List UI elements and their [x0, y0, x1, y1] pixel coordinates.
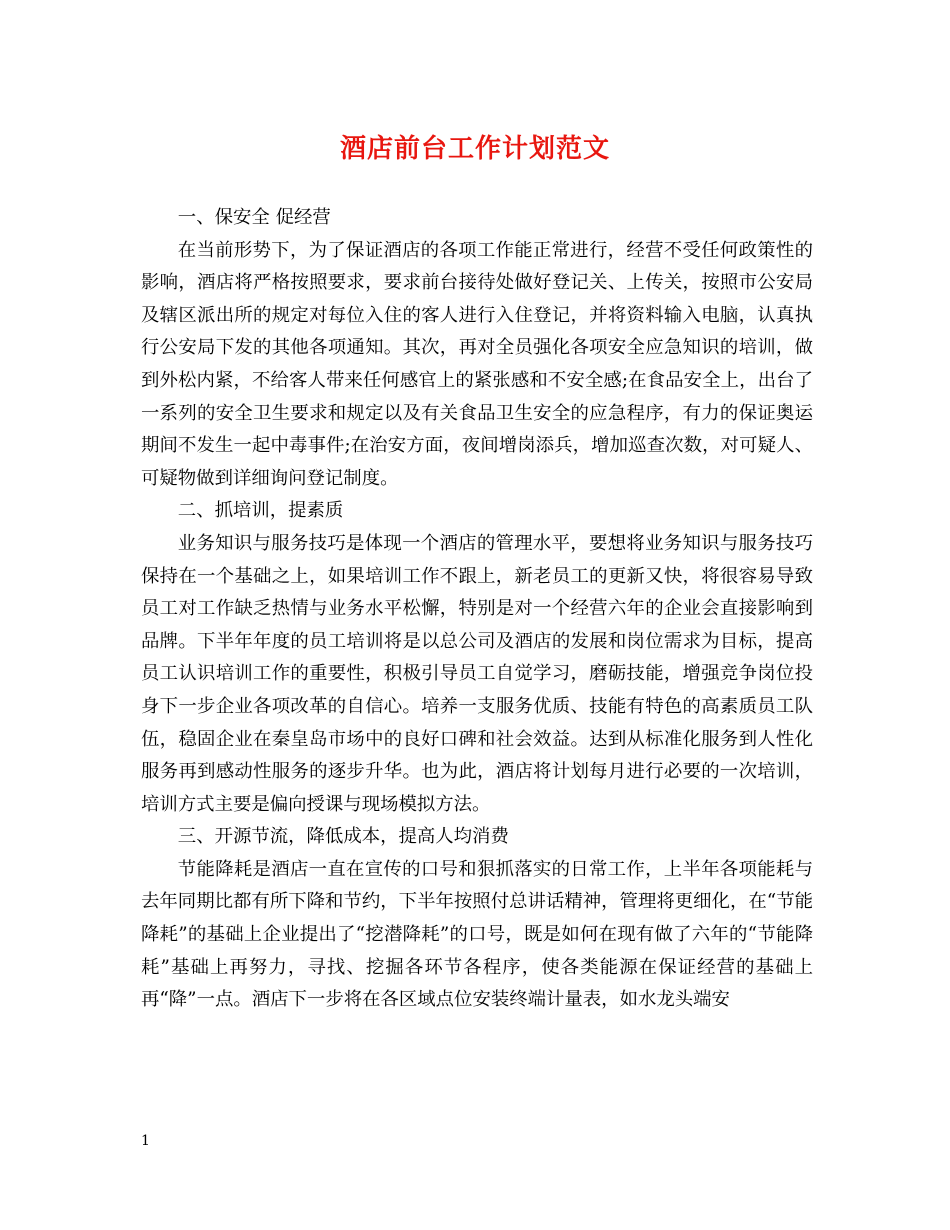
page-number: 1 [141, 1133, 150, 1149]
section-heading-3: 三、开源节流，降低成本，提高人均消费 [177, 826, 509, 848]
document-body [141, 202, 813, 1017]
paragraph-1: 在当前形势下，为了保证酒店的各项工作能正常进行，经营不受任何政策性的影响，酒店将严格按照要求，要求前台接待处做好登记关、上传关，按照市公安局及辖区派出所的规定对每位入住的客人进行入住登记，并将资料输入电脑，认真执行公安局下发的其他各项通知。其次，再对全员强化各项安全应急知识的培训，做到外松内紧，不给客人带来任何感官上的紧张感和不安全感;在食品安全上，出台了一系列的安全卫生要求和规定以及有关食品卫生安全的应急程序，有力的保证奥运期间不发生一起中毒事件;在治安方面，夜间增岗添兵，增加巡查次数，对可疑人、可疑物做到详细询问登记制度。 [141, 239, 813, 489]
paragraph-3: 节能降耗是酒店一直在宣传的口号和狠抓落实的日常工作，上半年各项能耗与去年同期比都有所下降和节约，下半年按照付总讲话精神，管理将更细化，在“节能降耗”的基础上企业提出了“挖潜降耗”的口号，既是如何在现有做了六年的“节能降耗”基础上再努力，寻找、挖掘各环节各程序，使各类能源在保证经营的基础上再“降”一点。酒店下一步将在各区域点位安装终端计量表，如水龙头端安 [141, 858, 813, 1011]
document-title: 酒店前台工作计划范文 [339, 134, 610, 164]
section-heading-1: 一、保安全 促经营 [177, 207, 331, 228]
paragraph-2: 业务知识与服务技巧是体现一个酒店的管理水平，要想将业务知识与服务技巧保持在一个基础之上，如果培训工作不跟上，新老员工的更新又快，将很容易导致员工对工作缺乏热情与业务水平松懈，特别是对一个经营六年的企业会直接影响到品牌。下半年年度的员工培训将是以总公司及酒店的发展和岗位需求为目标，提高员工认识培训工作的重要性，积极引导员工自觉学习，磨砺技能，增强竞争岗位投身下一步企业各项改革的自信心。培养一支服务优质、技能有特色的高素质员工队伍，稳固企业在秦皇岛市场中的良好口碑和社会效益。达到从标准化服务到人性化服务再到感动性服务的逐步升华。也为此，酒店将计划每月进行必要的一次培训，培训方式主要是偏向授课与现场模拟方法。 [141, 532, 813, 815]
section-heading-2: 二、抓培训，提素质 [177, 500, 344, 522]
